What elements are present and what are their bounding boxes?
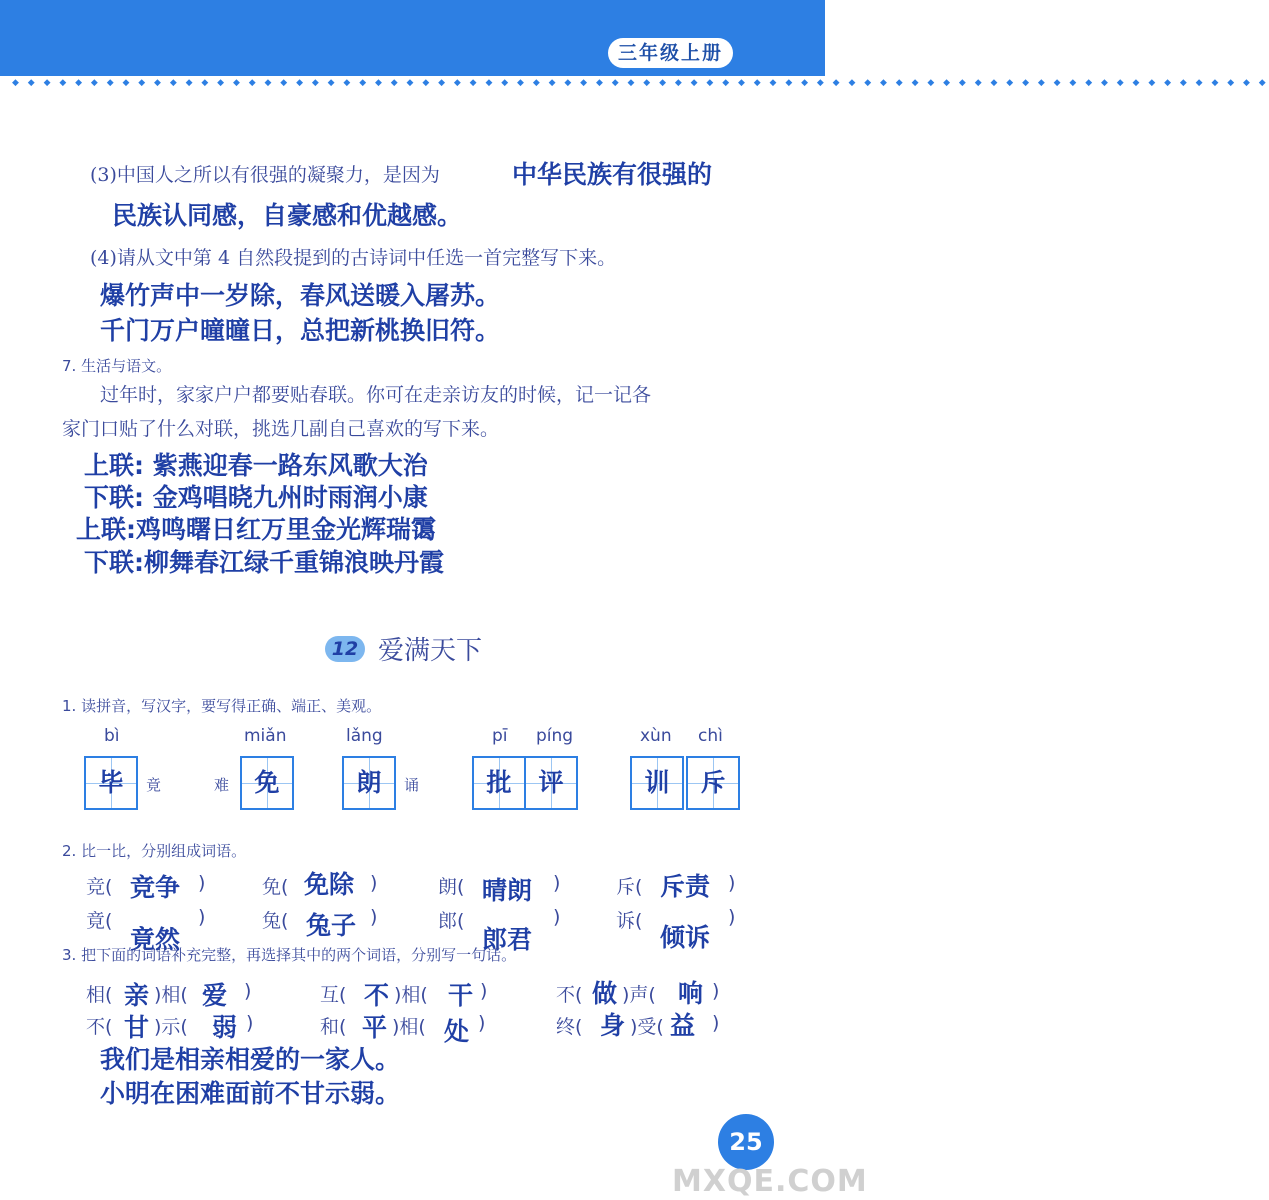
pinyin-mian: miǎn <box>244 726 287 746</box>
ex2-r2-close3: ) <box>553 906 561 928</box>
ex2-r1-char4: 斥( <box>616 876 643 898</box>
ex2-r2-close2: ) <box>370 906 378 928</box>
header-bar <box>0 0 825 76</box>
ex3-r2-g2c: ) <box>478 1012 486 1034</box>
ex2-r2-answer2: 兔子 <box>306 911 357 940</box>
char-box-bi[interactable]: 毕 <box>84 756 138 810</box>
ex2-r2-close4: ) <box>728 906 736 928</box>
ex2-r2-char3: 郎( <box>438 910 465 932</box>
cue-char-jing: 竟 <box>146 776 162 794</box>
ex2-r2-char4: 诉( <box>616 910 643 932</box>
ex3-r2-g2a: 和( <box>320 1016 347 1038</box>
ex2-r2-char2: 兔( <box>262 910 289 932</box>
lesson-title: 爱满天下 <box>378 636 483 666</box>
ex2-r1-char3: 朗( <box>438 876 465 898</box>
pinyin-pi: pī <box>492 726 508 746</box>
couplet-answer-2: 下联: 金鸡唱晓九州时雨润小康 <box>84 483 428 512</box>
ex2-r1-close4: ) <box>728 872 736 894</box>
char-box-pi[interactable]: 批 <box>472 756 526 810</box>
dotted-divider: ◆ ◆ ◆ ◆ ◆ ◆ ◆ ◆ ◆ ◆ ◆ ◆ ◆ ◆ ◆ ◆ ◆ ◆ ◆ ◆ ◆ ◆ ◆ ◆ ◆ ◆ ◆ ◆ ◆ ◆ ◆ ◆ ◆ ◆ ◆ ◆ ◆ ◆ ◆ ◆ ◆ ◆ ◆ ◆ ◆ ◆ ◆ ◆ ◆ ◆ ◆ ◆ ◆ ◆ ◆ ◆ ◆ ◆ ◆ ◆ ◆ ◆ ◆ ◆ ◆ ◆ ◆ ◆ ◆ ◆ ◆ ◆ ◆ ◆ ◆ ◆ ◆ ◆ ◆ ◆ <box>12 78 1269 88</box>
couplet-answer-1: 上联: 紫燕迎春一路东风歌大治 <box>84 451 428 480</box>
ex3-r1-g2b: )相( <box>394 984 428 1006</box>
ex3-r1-g3c: ) <box>712 980 720 1002</box>
ex2-r1-close1: ) <box>198 872 206 894</box>
ex3-sentence-1: 我们是相亲相爱的一家人。 <box>100 1045 401 1074</box>
pinyin-lang: lǎng <box>346 726 383 746</box>
q4-answer-line1: 爆竹声中一岁除，春风送暖入屠苏。 <box>100 281 501 310</box>
q4-answer-line2: 千门万户曈曈日，总把新桃换旧符。 <box>100 316 501 345</box>
lesson-number-badge: 12 <box>325 636 365 662</box>
ex3-r2-ans5: 身 <box>600 1011 626 1040</box>
ex3-r1-g1a: 相( <box>86 984 113 1006</box>
ex1-title: 1. 读拼音，写汉字，要写得正确、端正、美观。 <box>62 697 382 715</box>
ex3-r1-g1c: ) <box>244 980 252 1002</box>
char-box-xun[interactable]: 训 <box>630 756 684 810</box>
ex3-r2-ans1: 甘 <box>124 1013 150 1042</box>
pinyin-bi: bì <box>104 726 120 746</box>
q3-answer-line2: 民族认同感，自豪感和优越感。 <box>112 201 463 230</box>
ex2-r1-char1: 竞( <box>86 876 113 898</box>
ex3-r1-g1b: )相( <box>154 984 188 1006</box>
page-number: 25 <box>718 1114 774 1170</box>
pinyin-ping: píng <box>536 726 574 746</box>
char-box-ping[interactable]: 评 <box>524 756 578 810</box>
ex2-r1-close2: ) <box>370 872 378 894</box>
ex3-r2-g3c: ) <box>712 1012 720 1034</box>
ex3-r2-ans2: 弱 <box>212 1013 238 1042</box>
q3-answer-line1: 中华民族有很强的 <box>512 160 713 189</box>
ex3-r2-g2b: )相( <box>392 1016 426 1038</box>
ex3-r1-g2a: 互( <box>320 984 347 1006</box>
section7-prompt-line2: 家门口贴了什么对联，挑选几副自己喜欢的写下来。 <box>62 418 500 440</box>
char-box-chi[interactable]: 斥 <box>686 756 740 810</box>
ex3-r2-ans4: 处 <box>444 1017 470 1046</box>
ex3-r2-g1c: ) <box>246 1012 254 1034</box>
ex2-r1-char2: 免( <box>262 876 289 898</box>
ex3-r2-g1b: )示( <box>154 1016 188 1038</box>
ex3-r2-g3b: )受( <box>630 1016 664 1038</box>
ex2-title: 2. 比一比，分别组成词语。 <box>62 842 247 860</box>
ex3-r1-ans3: 不 <box>364 981 390 1010</box>
q4-prompt: (4)请从文中第 4 自然段提到的古诗词中任选一首完整写下来。 <box>90 247 617 269</box>
ex3-r1-g2c: ) <box>480 980 488 1002</box>
ex2-r1-answer2: 免除 <box>304 870 355 899</box>
char-box-mian[interactable]: 免 <box>240 756 294 810</box>
cue-char-nan: 难 <box>214 776 230 794</box>
ex3-r1-g3b: )声( <box>622 984 656 1006</box>
ex3-r1-ans2: 爱 <box>202 981 228 1010</box>
ex2-r2-close1: ) <box>198 906 206 928</box>
char-box-lang[interactable]: 朗 <box>342 756 396 810</box>
section7-prompt-line1: 过年时，家家户户都要贴春联。你可在走亲访友的时候，记一记各 <box>100 384 652 406</box>
couplet-answer-3: 上联:鸡鸣曙日红万里金光辉瑞霭 <box>76 515 436 544</box>
ex2-r1-close3: ) <box>553 872 561 894</box>
cue-char-song: 诵 <box>404 776 420 794</box>
q3-prefix: (3)中国人之所以有很强的凝聚力，是因为 <box>90 164 440 186</box>
ex2-r1-answer3: 晴朗 <box>482 876 533 905</box>
ex3-r2-ans6: 益 <box>670 1011 696 1040</box>
ex3-title: 3. 把下面的词语补充完整，再选择其中的两个词语，分别写一句话。 <box>62 946 517 964</box>
ex3-r1-g3a: 不( <box>556 984 583 1006</box>
grade-badge: 三年级上册 <box>608 38 733 68</box>
ex2-r1-answer4: 斥责 <box>660 872 711 901</box>
section7-title: 7. 生活与语文。 <box>62 357 172 375</box>
couplet-answer-4: 下联:柳舞春江绿千重锦浪映丹霞 <box>84 548 444 577</box>
ex3-r2-ans3: 平 <box>362 1013 388 1042</box>
ex2-r2-char1: 竟( <box>86 910 113 932</box>
ex2-r2-answer3: 郎君 <box>482 925 533 954</box>
ex2-r2-answer1: 竟然 <box>130 925 181 954</box>
pinyin-chi: chì <box>698 726 723 746</box>
ex2-r2-answer4: 倾诉 <box>660 923 711 952</box>
ex3-r1-ans4: 干 <box>448 981 474 1010</box>
ex3-r1-ans1: 亲 <box>124 981 150 1010</box>
pinyin-xun: xùn <box>640 726 672 746</box>
ex3-r2-g1a: 不( <box>86 1016 113 1038</box>
ex3-r1-ans5: 做 <box>592 979 618 1008</box>
ex2-r1-answer1: 竞争 <box>130 873 181 902</box>
ex3-sentence-2: 小明在困难面前不甘示弱。 <box>100 1079 401 1108</box>
watermark: MXQE.COM <box>672 1164 868 1199</box>
ex3-r1-ans6: 响 <box>678 979 704 1008</box>
ex3-r2-g3a: 终( <box>556 1016 583 1038</box>
